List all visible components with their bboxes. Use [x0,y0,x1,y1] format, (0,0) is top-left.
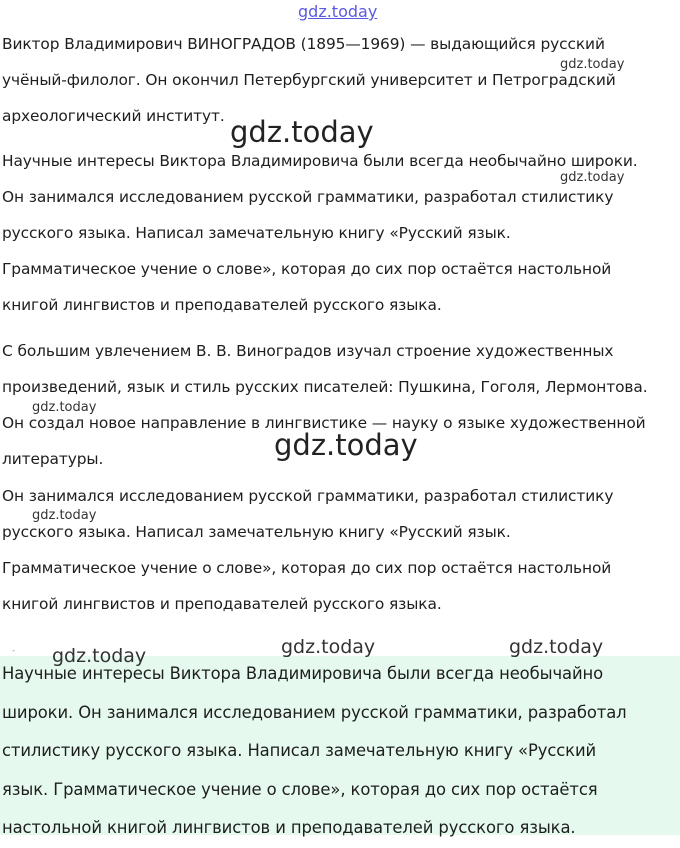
answer-line: стилистику русского языка. Написал замечательную книгу «Русский [2,741,597,760]
text-line: русского языка. Написал замечательную книгу «Русский язык. [2,523,511,541]
answer-line: Научные интересы Виктора Владимировича были всегда необычайно [2,664,604,683]
watermark: gdz.today [230,115,374,149]
watermark-top-link[interactable]: gdz.today [298,2,378,21]
watermark-dash: - [12,646,16,656]
watermark: gdz.today [274,428,418,462]
text-line: книгой лингвистов и преподавателей русского языка. [2,296,442,314]
text-line: Он занимался исследованием русской грамматики, разработал стилистику [2,188,614,206]
watermark: gdz.today [509,636,604,658]
answer-line: широки. Он занимался исследованием русской грамматики, разработал [2,702,627,722]
answer-line: настольной книгой лингвистов и преподавателей русского языка. [2,818,576,837]
watermark: gdz.today [32,400,97,415]
text-line: литературы. [2,450,104,468]
watermark: gdz.today [32,508,97,523]
text-line: Он создал новое направление в лингвистике — науку о языке художественной [2,414,646,432]
text-line: археологический институт. [2,107,225,125]
text-line: учёный-филолог. Он окончил Петербургский университет и Петроградский [2,71,616,89]
text-line: Он занимался исследованием русской грамматики, разработал стилистику [2,487,614,505]
text-line: С большим увлечением В. В. Виноградов изучал строение художественных [2,342,614,360]
answer-text [2,655,678,848]
text-line: книгой лингвистов и преподавателей русского языка. [2,595,442,613]
watermark: gdz.today [281,636,376,658]
watermark: gdz.today [52,645,147,667]
text-line: Научные интересы Виктора Владимировича были всегда необычайно широки. [2,152,638,170]
watermark: gdz.today [560,57,625,72]
text-line: произведений, язык и стиль русских писателей: Пушкина, Гоголя, Лермонтова. [2,378,648,396]
text-line: Виктор Владимирович ВИНОГРАДОВ (1895—1969) — выдающийся русский [2,35,605,53]
text-line: Грамматическое учение о слове», которая до сих пор остаётся настольной [2,559,612,577]
paragraph-grammar [2,478,678,622]
text-line: русского языка. Написал замечательную книгу «Русский язык. [2,224,511,242]
answer-line: язык. Грамматическое учение о слове», которая до сих пор остаётся [2,779,598,799]
text-line: Грамматическое учение о слове», которая до сих пор остаётся настольной [2,260,612,278]
watermark: gdz.today [560,170,625,185]
